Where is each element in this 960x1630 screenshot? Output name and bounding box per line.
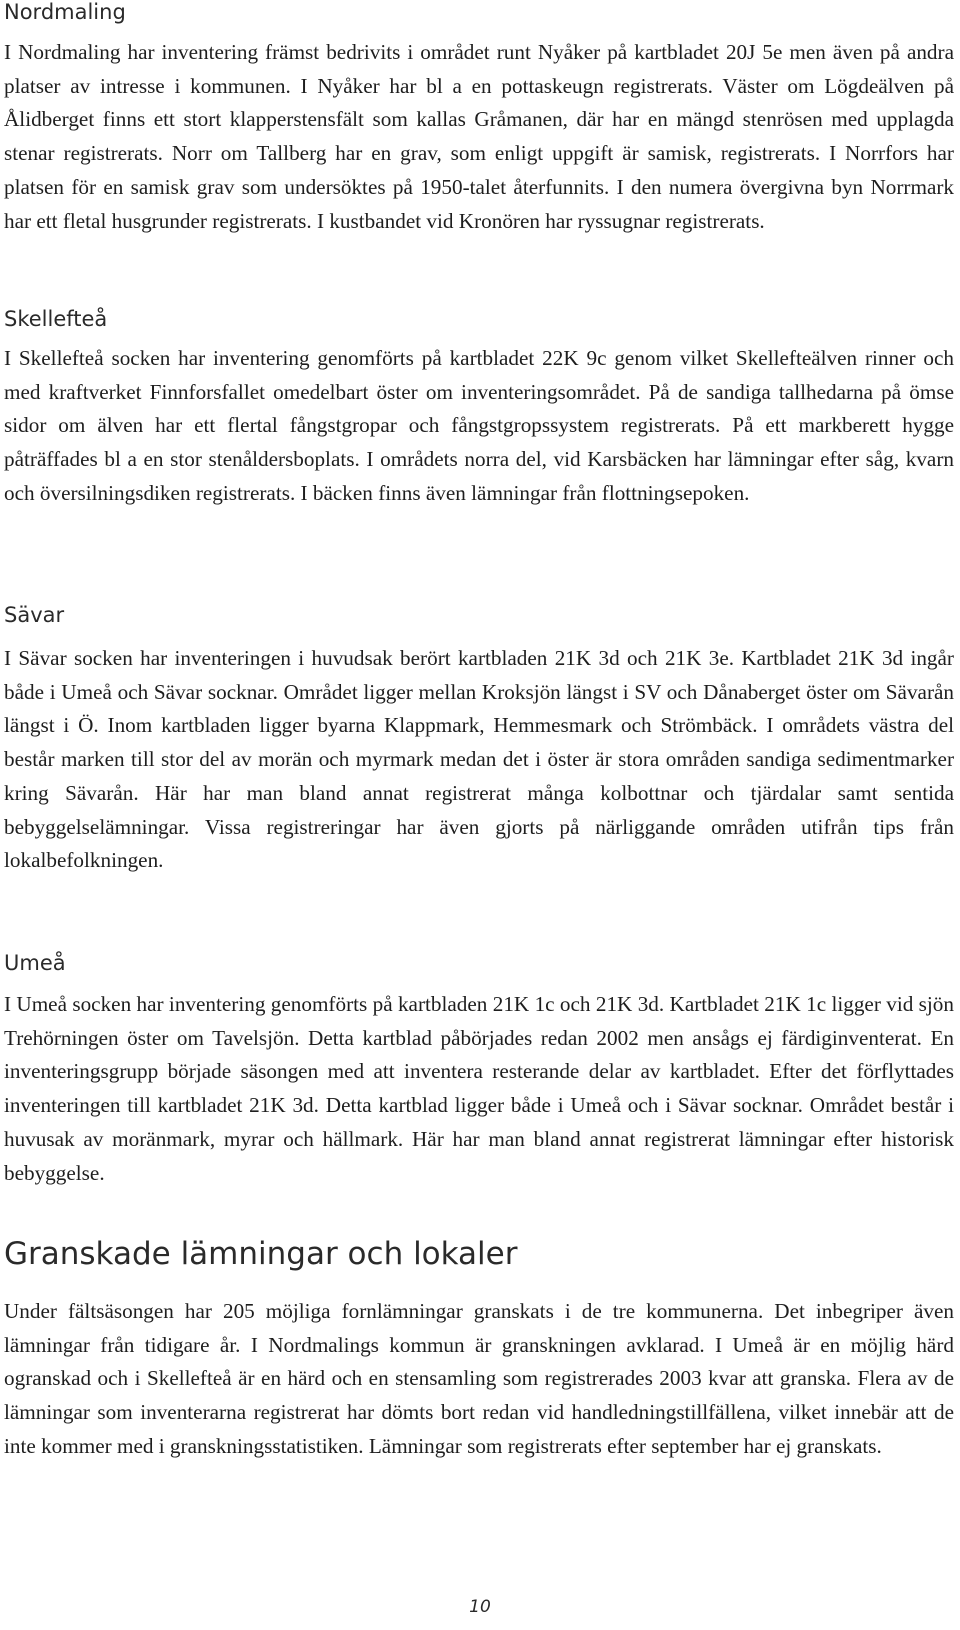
page-number: 10 bbox=[469, 1597, 491, 1617]
section-body-nordmaling: I Nordmaling har inventering främst bedrivits i området runt Nyåker på kartbladet 20J 5e men även på andra platser av intresse i kommunen. I Nyåker har bl a en pottaskeugn registrerats. Väster om Lögdeälven på Ålidberget finns ett stort klapperstensfält som kallas Gråmanen, där har en mängd stenrösen med upplagda stenar registrerats. Norr om Tallberg har en grav, som enligt uppgift är samisk, registrerats. I Norrfors har platsen för en samisk grav som undersöktes på 1950-talet återfunnits. I den numera övergivna byn Norrmark har ett fletal husgrunder registrerats. I kustbandet vid Kronören har ryssugnar registrerats. bbox=[4, 40, 954, 233]
section-body-granskade: Under fältsäsongen har 205 möjliga fornlämningar granskats i de tre kommunerna. Det inbegriper även lämningar från tidigare år. I Nordmalings kommun är granskningen avklarad. I Umeå är en möjlig härd ogranskad och i Skellefteå är en härd och en stensamling som registrerades 2003 kvar att granska. Flera av de lämningar som inventerarna registrerat har dömts bort redan vid handledningstillfällena, vilket innebär att de inte kommer med i granskningsstatistiken. Lämningar som registrerats efter september har ej granskats. bbox=[4, 1299, 954, 1458]
section-heading-skelleftea: Skellefteå bbox=[4, 307, 108, 331]
section-body-savar: I Sävar socken har inventeringen i huvudsak berört kartbladen 21K 3d och 21K 3e. Kartbladet 21K 3d ingår både i Umeå och Sävar socknar. Området ligger mellan Kroksjön längst i SV och Dånaberget öster om Sävarån längst i Ö. Inom kartbladen ligger byarna Klappmark, Hemmesmark och Strömbäck. I områdets västra del består marken till stor del av morän och myrmark medan det i öster är stora områden sandiga sedimentmarker kring Sävarån. Här har man bland annat registrerat många kolbottnar och tjärdalar samt sentida bebyggelselämningar. Vissa registreringar har även gjorts på närliggande områden utifrån tips från lokalbefolkningen. bbox=[4, 646, 954, 873]
section-heading-umea: Umeå bbox=[4, 951, 66, 975]
section-body-umea: I Umeå socken har inventering genomförts på kartbladen 21K 1c och 21K 3d. Kartbladet 21K 1c ligger vid sjön Trehörningen öster om Tavelsjön. Detta kartblad påbörjades redan 2002 men ansågs ej färdiginventerat. En inventeringsgrupp började säsongen med att inventera resterande delar av kartbladet. Efter det förflyttades inventeringen till kartbladet 21K 3d. Detta kartblad ligger både i Umeå och i Sävar socknar. Området består i huvusak av moränmark, myrar och hällmark. Här har man bland annat registrerat lämningar efter historisk bebyggelse. bbox=[4, 992, 954, 1185]
section-body-skelleftea: I Skellefteå socken har inventering genomförts på kartbladet 22K 9c genom vilket Skellefteälven rinner och med kraftverket Finnforsfallet omedelbart öster om inventeringsområdet. På de sandiga tallhedarna på ömse sidor om älven har ett flertal fångstgropar och fångstgropssystem registrerats. På ett markberett hygge påträffades bl a en stor stenåldersboplats. I områdets norra del, vid Karsbäcken har lämningar efter såg, kvarn och översilningsdiken registrerats. I bäcken finns även lämningar från flottningsepoken. bbox=[4, 346, 954, 505]
section-heading-savar: Sävar bbox=[4, 603, 65, 627]
section-heading-granskade: Granskade lämningar och lokaler bbox=[4, 1236, 518, 1272]
section-heading-nordmaling: Nordmaling bbox=[4, 0, 126, 24]
